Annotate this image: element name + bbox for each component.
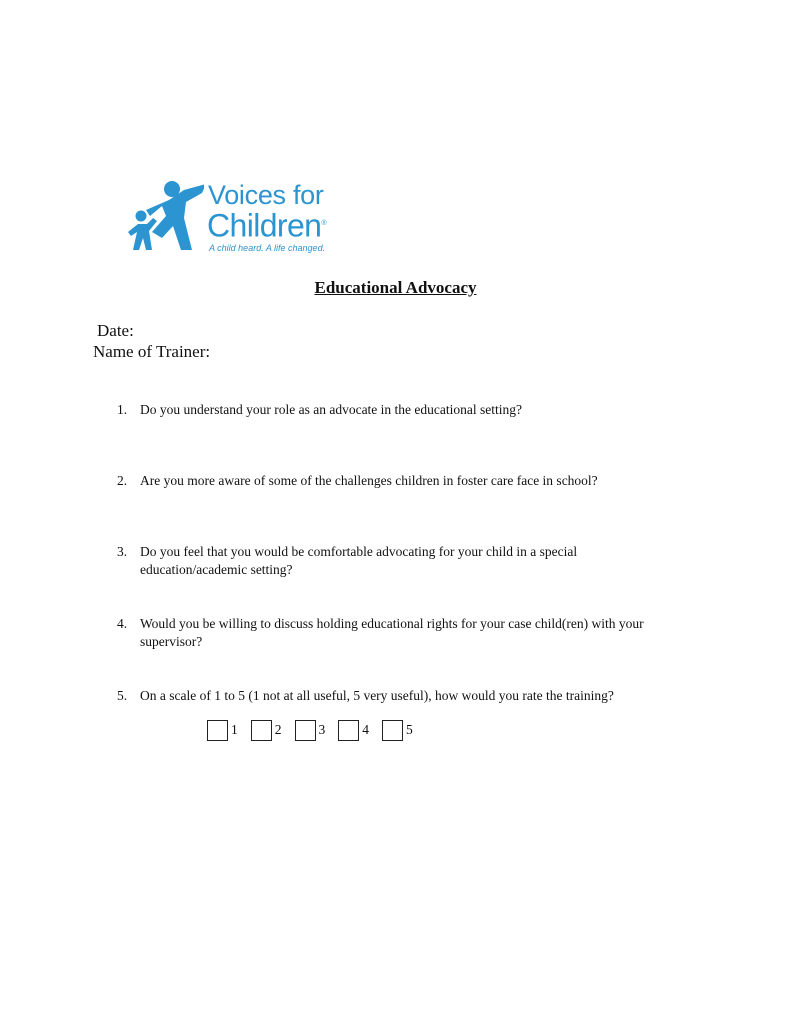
- logo-tagline: A child heard. A life changed.: [209, 243, 326, 253]
- trainer-name-label: Name of Trainer:: [93, 342, 211, 361]
- logo-line2: [207, 207, 326, 243]
- question-text: Are you more aware of some of the challenges children in foster care face in school?: [140, 473, 598, 488]
- logo-line1: Voices for: [208, 180, 324, 210]
- date-label: Date:: [97, 321, 134, 340]
- rating-option-4[interactable]: [338, 720, 374, 741]
- rating-checkbox-1[interactable]: [207, 720, 228, 741]
- question-text: On a scale of 1 to 5 (1 not at all useful, 5 very useful), how would you rate the training?: [140, 688, 614, 703]
- rating-label-3: 3: [318, 722, 326, 737]
- rating-label-2: 2: [274, 722, 282, 737]
- voices-for-children-logo: [128, 180, 368, 260]
- question-number: 5.: [117, 688, 128, 703]
- question-number: 3.: [117, 544, 128, 559]
- rating-option-2[interactable]: [251, 720, 287, 741]
- rating-checkbox-2[interactable]: [251, 720, 272, 741]
- adult-and-child-figures-icon: [128, 180, 204, 256]
- rating-option-5[interactable]: [382, 720, 418, 741]
- registered-mark: ®: [321, 220, 326, 227]
- document-title: Educational Advocacy: [314, 278, 477, 297]
- question-number: 1.: [117, 402, 128, 417]
- rating-option-3[interactable]: [295, 720, 331, 741]
- rating-checkbox-4[interactable]: [338, 720, 359, 741]
- rating-checkbox-3[interactable]: [295, 720, 316, 741]
- logo-line2-text: Children: [207, 207, 322, 244]
- rating-option-1[interactable]: [207, 720, 243, 741]
- question-number: 2.: [117, 473, 128, 488]
- rating-label-4: 4: [362, 722, 369, 737]
- rating-label-5: 5: [406, 722, 413, 737]
- question-text: Do you feel that you would be comfortable advocating for your child in a special education/academic setting?: [140, 544, 578, 577]
- question-text: Would you be willing to discuss holding educational rights for your case child(ren) with your supervisor?: [140, 616, 644, 649]
- rating-label-1: 1: [231, 722, 238, 737]
- rating-scale: [207, 716, 426, 744]
- question-number: 4.: [117, 616, 128, 631]
- rating-checkbox-5[interactable]: [382, 720, 403, 741]
- question-text: Do you understand your role as an advocate in the educational setting?: [140, 402, 523, 417]
